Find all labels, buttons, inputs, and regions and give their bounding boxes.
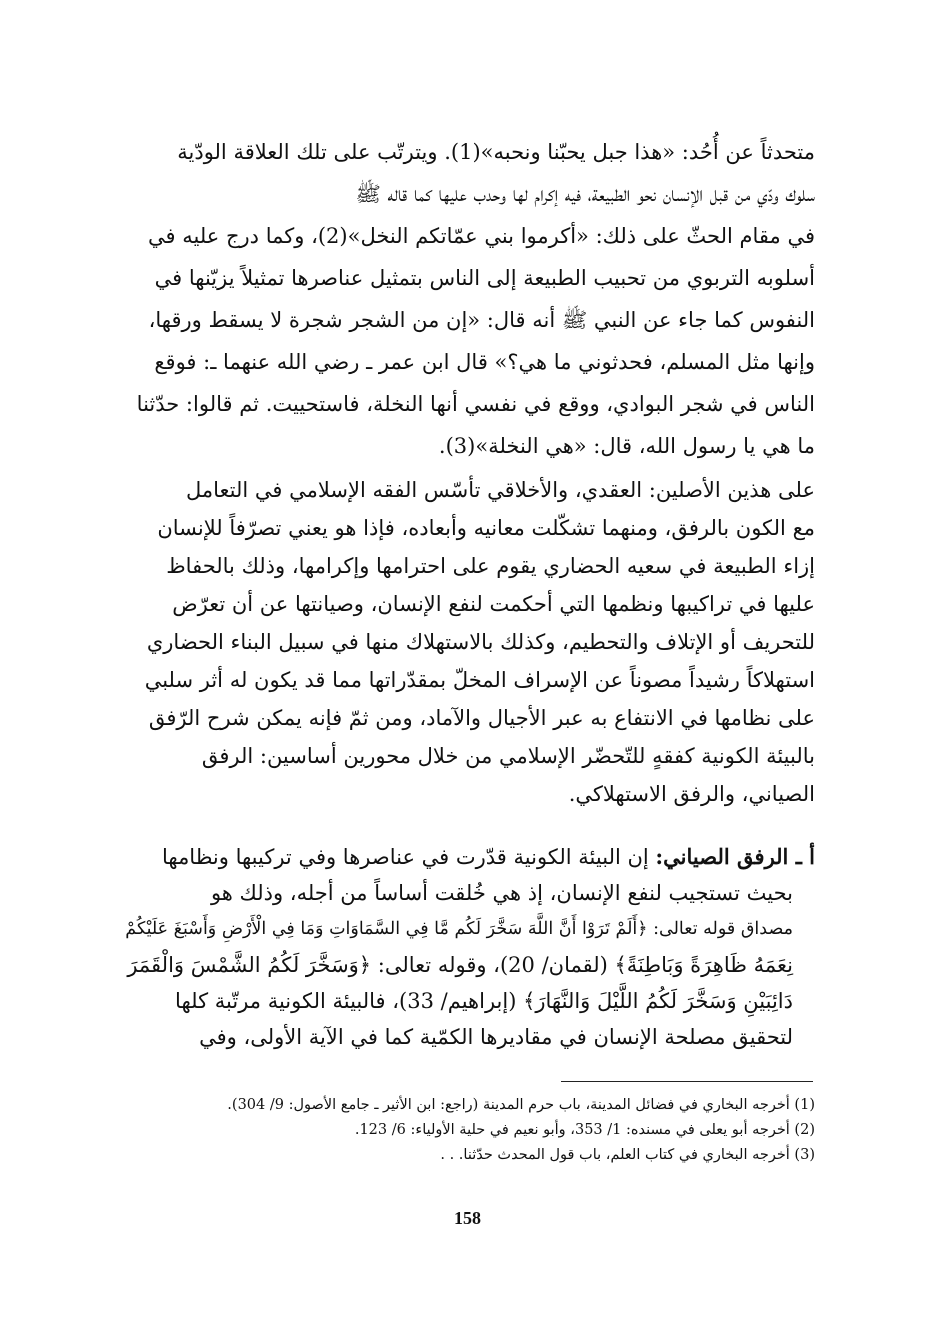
section-heading: أ ـ الرفق الصياني: bbox=[655, 844, 815, 869]
footnote-2: (2) أخرجه أبو يعلى في مسنده: 1/ 353، وأبو نعيم في حلية الأولياء: 6/ 123. bbox=[354, 1122, 815, 1138]
quran-verse-line: نِعَمَهُ ظَاهِرَةً وَبَاطِنَةً﴾ (لقمان/ 20)، وقوله تعالى: ﴿وَسَخَّرَ لَكُمُ الشَّمْسَ وَالْقَمَرَ bbox=[127, 953, 793, 977]
text-line: على نظامها في الانتفاع به عبر الأجيال والآماد، ومن ثمّ فإنه يمكن شرح الرّفق bbox=[148, 706, 815, 730]
text-line: مع الكون بالرفق، ومنهما تشكّلت معانيه وأبعاده، فإذا هو يعني تصرّفاً للإنسان bbox=[157, 516, 815, 540]
quran-verse-line: مصداق قوله تعالى: ﴿أَلَمْ تَرَوْا أَنَّ اللَّهَ سَخَّرَ لَكُم مَّا فِي السَّمَاوَاتِ وَمَا فِي الْأَرْضِ وَأَسْبَغَ عَلَيْكُمْ bbox=[125, 919, 793, 939]
quran-verse-line: دَائِبَيْنِ وَسَخَّرَ لَكُمُ اللَّيْلَ وَالنَّهَارَ﴾ (إبراهيم/ 33)، فالبيئة الكونية مرتّبة كلها bbox=[175, 989, 793, 1013]
text-line: الصياني، والرفق الاستهلاكي. bbox=[568, 782, 815, 806]
text-span: إن البيئة الكونية قدّرت في عناصرها وفي تركيبها ونظامها bbox=[161, 845, 656, 869]
footnote-3: (3) أخرجه البخاري في كتاب العلم، باب قول المحدث حدّثنا. . . bbox=[440, 1147, 815, 1163]
text-line: وإنها مثل المسلم، فحدثوني ما هي؟» قال ابن عمر ـ رضي الله عنهما ـ: فوقع bbox=[154, 350, 815, 374]
text-line: بالبيئة الكونية كفقهٍ للتّحضّر الإسلامي من خلال محورين أساسين: الرفق bbox=[201, 744, 815, 768]
text-line bbox=[162, 842, 815, 872]
text-line: إزاء الطبيعة في سعيه الحضاري يقوم على احترامها وإكرامها، وذلك بالحفاظ bbox=[166, 554, 815, 578]
text-line: للتحريف أو الإتلاف والتحطيم، وكذلك بالاستهلاك منها في سبيل البناء الحضاري bbox=[146, 630, 815, 654]
text-line: استهلاكاً رشيداً مصوناً عن الإسراف المخلّ بمقدّراتها مما قد يكون له أثر سلبي bbox=[144, 668, 815, 692]
page-number: 158 bbox=[454, 1208, 481, 1228]
text-line: الناس في شجر البوادي، ووقع في نفسي أنها النخلة، فاستحييت. ثم قالوا: حدّثنا bbox=[136, 392, 815, 416]
text-line: متحدثاً عن أُحُد: «هذا جبل يحبّنا ونحبه»(1). ويترتّب على تلك العلاقة الودّية bbox=[177, 140, 815, 164]
text-line: بحيث تستجيب لنفع الإنسان، إذ هي خُلقت أساساً من أجله، وذلك هو bbox=[210, 881, 793, 905]
text-line: النفوس كما جاء عن النبي ﷺ أنه قال: «إن من الشجر شجرة لا يسقط ورقها، bbox=[148, 308, 815, 332]
text-line: عليها في تراكيبها ونظمها التي أحكمت لنفع الإنسان، وصيانتها عن أن تعرّض bbox=[172, 592, 815, 616]
text-line: لتحقيق مصلحة الإنسان في مقاديرها الكمّية كما في الآية الأولى، وفي bbox=[199, 1025, 793, 1049]
text-line: سلوك ودّي من قبل الإنسان نحو الطبيعة، فيه إكرام لها وحدب عليها كما قاله ﷺ bbox=[355, 182, 815, 206]
footnote-1: (1) أخرجه البخاري في فضائل المدينة، باب حرم المدينة (راجع: ابن الأثير ـ جامع الأصول: 9/ 304). bbox=[227, 1097, 815, 1113]
footnote-separator bbox=[561, 1081, 813, 1082]
text-line: ما هي يا رسول الله، قال: «هي النخلة»(3). bbox=[438, 434, 815, 458]
text-line: في مقام الحثّ على ذلك: «أكرموا بني عمّاتكم النخل»(2)، وكما درج عليه في bbox=[148, 224, 815, 248]
text-line: أسلوبه التربوي من تحبيب الطبيعة إلى الناس بتمثيل عناصرها تمثيلاً يزيّنها في bbox=[154, 266, 815, 290]
text-line: على هذين الأصلين: العقدي، والأخلاقي تأسّس الفقه الإسلامي في التعامل bbox=[185, 478, 815, 502]
